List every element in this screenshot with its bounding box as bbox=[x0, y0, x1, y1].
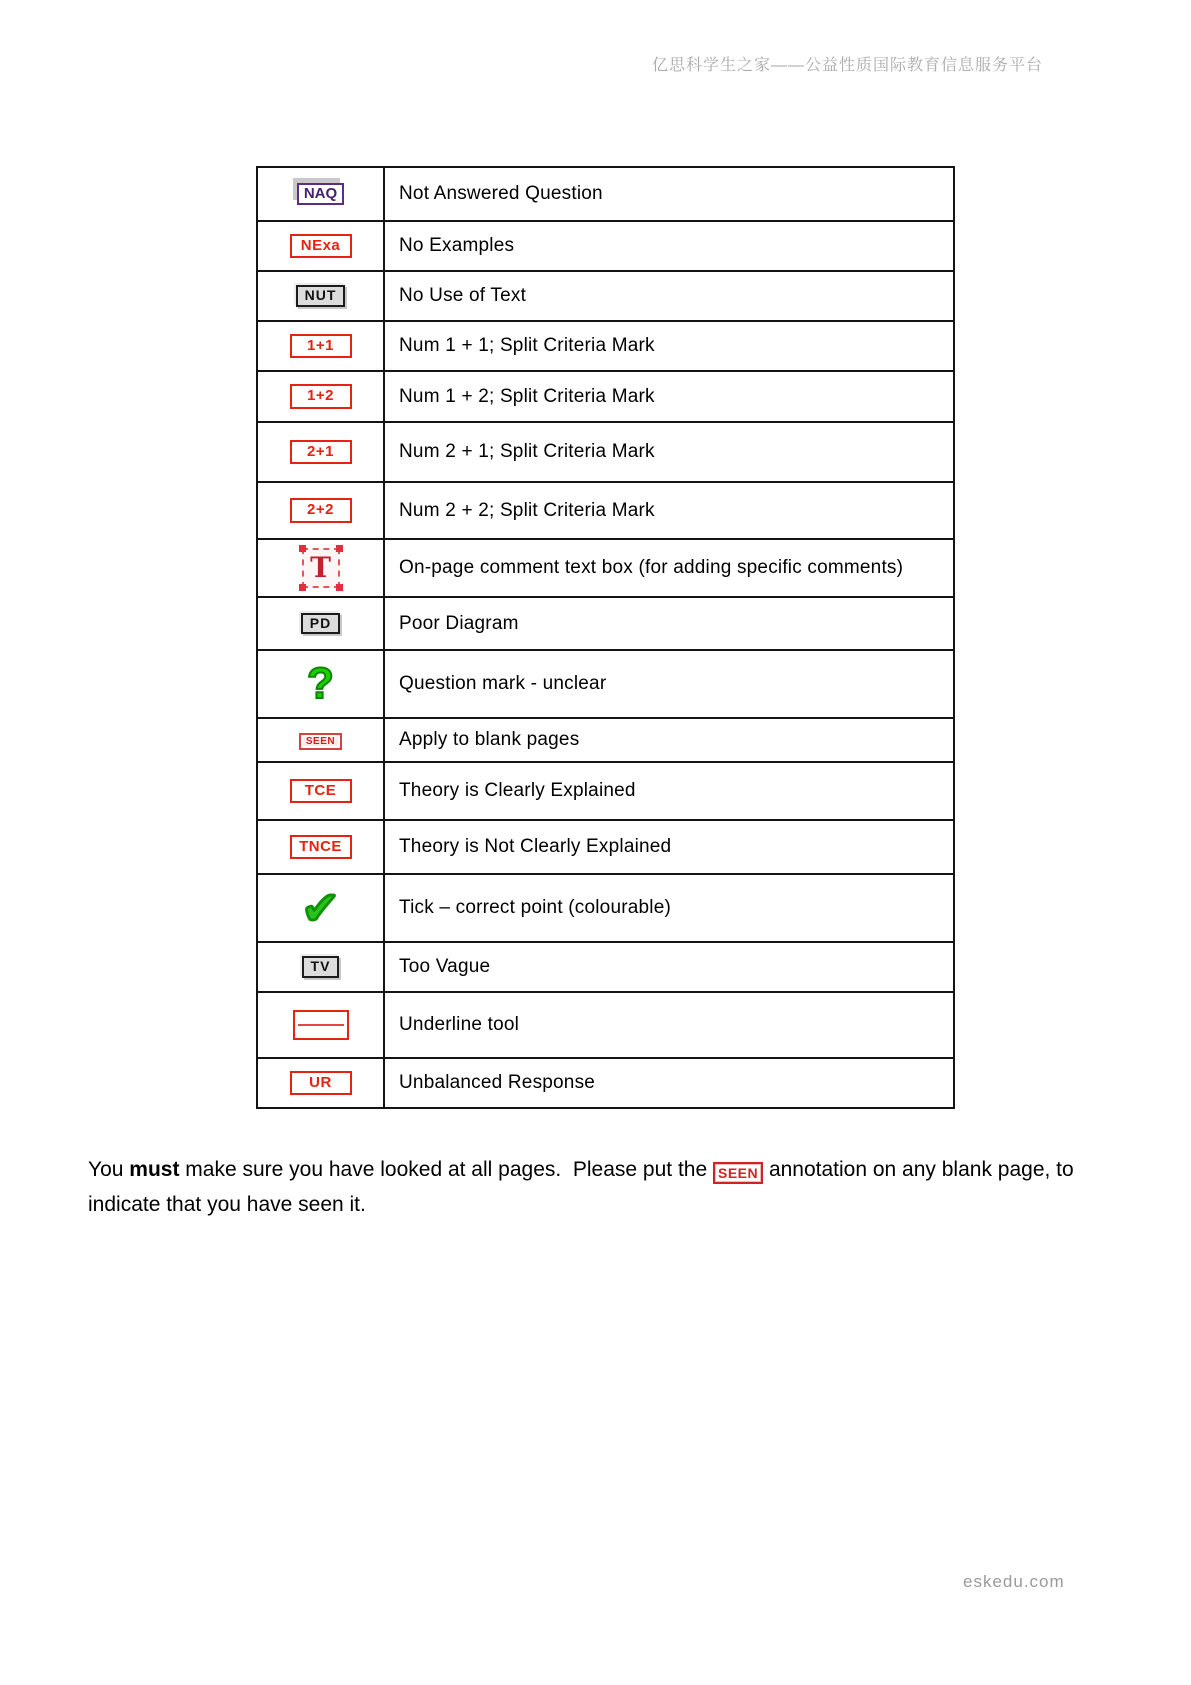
underline-tool-icon bbox=[293, 1010, 349, 1040]
legend-table-row bbox=[257, 321, 954, 371]
annotation-description: Not Answered Question bbox=[384, 167, 954, 221]
icon-cell bbox=[257, 482, 384, 539]
icon-cell bbox=[257, 422, 384, 482]
note-text-part2: make sure you have looked at all pages. Please put the bbox=[179, 1158, 713, 1181]
stamp-label: TNCE bbox=[299, 837, 342, 855]
annotation-description: Num 1 + 2; Split Criteria Mark bbox=[384, 371, 954, 422]
stamp-label: NUT bbox=[304, 287, 337, 304]
stamp-label: 1+1 bbox=[307, 336, 334, 354]
annotation-legend-table bbox=[256, 166, 955, 1109]
icon-cell bbox=[257, 762, 384, 820]
site-footer-text: eskedu.com bbox=[963, 1572, 1065, 1591]
num-2-plus-2-stamp-icon bbox=[290, 498, 352, 523]
num-1-plus-1-stamp-icon bbox=[290, 334, 352, 359]
stamp-label: 1+2 bbox=[307, 387, 334, 405]
stamp-label: SEEN bbox=[305, 735, 336, 747]
annotation-description: Num 2 + 1; Split Criteria Mark bbox=[384, 422, 954, 482]
legend-table-row bbox=[257, 650, 954, 718]
legend-table-row bbox=[257, 482, 954, 539]
icon-cell bbox=[257, 371, 384, 422]
annotation-description: Theory is Clearly Explained bbox=[384, 762, 954, 820]
legend-table-row bbox=[257, 942, 954, 992]
annotation-description: Theory is Not Clearly Explained bbox=[384, 820, 954, 874]
annotation-description: Poor Diagram bbox=[384, 597, 954, 650]
legend-table-row bbox=[257, 597, 954, 650]
stamp-label: UR bbox=[309, 1073, 332, 1091]
stamp-label: NExa bbox=[300, 236, 341, 254]
icon-cell bbox=[257, 597, 384, 650]
icon-cell bbox=[257, 167, 384, 221]
inline-seen-stamp-icon: SEEN bbox=[713, 1162, 763, 1184]
tnce-stamp-icon bbox=[290, 835, 352, 860]
icon-cell bbox=[257, 539, 384, 597]
stamp-label: TV bbox=[310, 958, 331, 975]
stamp-label: 2+2 bbox=[307, 501, 334, 519]
annotation-description: Num 2 + 2; Split Criteria Mark bbox=[384, 482, 954, 539]
legend-table-row bbox=[257, 539, 954, 597]
annotation-description: On-page comment text box (for adding specific comments) bbox=[384, 539, 954, 597]
note-text-part1: You bbox=[88, 1158, 130, 1181]
selection-handle bbox=[336, 584, 343, 591]
legend-table-row bbox=[257, 820, 954, 874]
note-text-part3: annotation on any blank page, to indicate that you have seen it. bbox=[88, 1158, 1074, 1216]
selection-handle bbox=[336, 545, 343, 552]
icon-cell bbox=[257, 820, 384, 874]
legend-table-row bbox=[257, 1058, 954, 1108]
tick-icon bbox=[301, 883, 340, 934]
stamp-label: PD bbox=[309, 614, 332, 631]
stamp-label: ✔ bbox=[301, 881, 340, 934]
icon-cell bbox=[257, 271, 384, 321]
annotation-description: Too Vague bbox=[384, 942, 954, 992]
annotation-description: Apply to blank pages bbox=[384, 718, 954, 762]
annotation-description: Question mark - unclear bbox=[384, 650, 954, 718]
icon-cell bbox=[257, 874, 384, 942]
naq-stamp-icon bbox=[297, 183, 344, 206]
ur-stamp-icon bbox=[290, 1071, 352, 1096]
legend-table-row bbox=[257, 992, 954, 1058]
icon-cell bbox=[257, 321, 384, 371]
stamp-label: NAQ bbox=[303, 184, 338, 202]
stamp-label: 2+1 bbox=[307, 442, 334, 460]
question-mark-icon bbox=[307, 660, 334, 708]
stamp-label: ? bbox=[307, 658, 334, 708]
annotation-description: Tick – correct point (colourable) bbox=[384, 874, 954, 942]
legend-table-row bbox=[257, 371, 954, 422]
tv-stamp-icon bbox=[302, 956, 340, 977]
legend-table-row bbox=[257, 762, 954, 820]
site-header-text: 亿思科学生之家——公益性质国际教育信息服务平台 bbox=[651, 57, 1043, 74]
nexa-stamp-icon bbox=[290, 234, 352, 259]
legend-table-row bbox=[257, 167, 954, 221]
annotation-description: Unbalanced Response bbox=[384, 1058, 954, 1108]
seen-instruction-paragraph bbox=[88, 1152, 1133, 1222]
note-must-bold: must bbox=[129, 1158, 180, 1181]
legend-table-row bbox=[257, 271, 954, 321]
legend-table-row bbox=[257, 221, 954, 271]
annotation-description: No Examples bbox=[384, 221, 954, 271]
comment-text-box-icon bbox=[302, 548, 340, 588]
seen-stamp-icon bbox=[299, 733, 342, 750]
icon-cell bbox=[257, 650, 384, 718]
annotation-description: Underline tool bbox=[384, 992, 954, 1058]
pd-stamp-icon bbox=[301, 613, 340, 634]
icon-cell bbox=[257, 1058, 384, 1108]
num-1-plus-2-stamp-icon bbox=[290, 384, 352, 409]
tce-stamp-icon bbox=[290, 779, 352, 804]
stamp-label: T bbox=[310, 550, 331, 584]
annotation-description: Num 1 + 1; Split Criteria Mark bbox=[384, 321, 954, 371]
legend-table-row bbox=[257, 422, 954, 482]
nut-stamp-icon bbox=[296, 285, 346, 306]
icon-cell bbox=[257, 718, 384, 762]
annotation-description: No Use of Text bbox=[384, 271, 954, 321]
icon-cell bbox=[257, 221, 384, 271]
icon-cell bbox=[257, 942, 384, 992]
legend-table-row bbox=[257, 718, 954, 762]
num-2-plus-1-stamp-icon bbox=[290, 440, 352, 465]
icon-cell bbox=[257, 992, 384, 1058]
legend-table-row bbox=[257, 874, 954, 942]
selection-handle bbox=[299, 584, 306, 591]
selection-handle bbox=[299, 545, 306, 552]
stamp-label: TCE bbox=[304, 781, 337, 799]
